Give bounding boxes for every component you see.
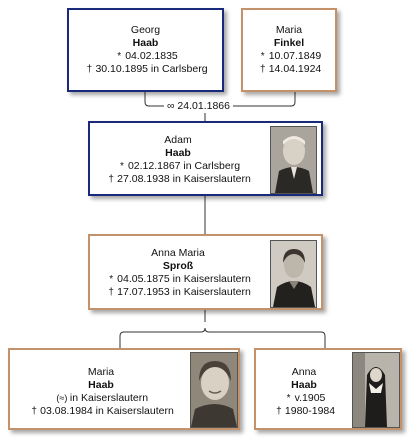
- first-name: Maria: [87, 366, 115, 378]
- portrait-photo: [352, 352, 400, 428]
- died-symbol: †: [86, 64, 93, 75]
- surname: Finkel: [273, 37, 305, 49]
- death-date: 30.10.1895 in Carlsberg: [95, 63, 208, 75]
- birth-date: v.1905: [294, 392, 326, 404]
- surname: Haab: [132, 37, 159, 49]
- portrait-photo: [190, 352, 238, 428]
- death-date: 27.08.1938 in Kaiserslautern: [117, 173, 251, 185]
- born-symbol: *: [120, 161, 124, 172]
- death-date: 14.04.1924: [268, 63, 322, 75]
- married-symbol: ∞: [167, 100, 175, 112]
- baptized-symbol: (≈): [56, 393, 68, 403]
- person-card-maria-haab[interactable]: [8, 348, 240, 430]
- birth-date: 04.02.1835: [125, 50, 178, 62]
- person-card-anna-haab[interactable]: [254, 348, 402, 430]
- born-symbol: *: [286, 393, 291, 404]
- person-card-adam-haab[interactable]: [88, 121, 323, 196]
- death-date: 1980-1984: [284, 405, 336, 417]
- died-symbol: †: [276, 406, 282, 417]
- marriage-label: [164, 99, 233, 113]
- portrait-photo: [270, 126, 317, 194]
- born-symbol: *: [117, 51, 122, 62]
- portrait-photo: [270, 240, 317, 308]
- first-name: Georg: [130, 24, 161, 36]
- marriage-date: 24.01.1866: [177, 100, 230, 112]
- died-symbol: †: [108, 174, 114, 185]
- surname: Sproß: [162, 260, 194, 272]
- first-name: Anna: [291, 366, 317, 378]
- person-card-anna-maria-spross[interactable]: [88, 234, 323, 310]
- died-symbol: †: [108, 287, 114, 298]
- first-name: Adam: [164, 134, 192, 146]
- born-symbol: *: [109, 274, 114, 285]
- died-symbol: †: [259, 64, 266, 75]
- person-card-maria-finkel[interactable]: [241, 8, 337, 92]
- birth-date: 04.05.1875 in Kaiserslautern: [117, 273, 251, 285]
- died-symbol: †: [31, 406, 37, 417]
- surname: Haab: [291, 379, 317, 391]
- birth-date: 02.12.1867 in Carlsberg: [127, 160, 241, 172]
- surname: Haab: [165, 147, 191, 159]
- first-name: Maria: [275, 24, 303, 36]
- first-name: Anna Maria: [151, 247, 205, 259]
- born-symbol: *: [260, 51, 265, 62]
- death-date: 03.08.1984 in Kaiserslautern: [40, 405, 174, 417]
- baptism-place: in Kaiserslautern: [69, 392, 149, 404]
- death-date: 17.07.1953 in Kaiserslautern: [117, 286, 251, 298]
- person-card-georg-haab[interactable]: [67, 8, 224, 92]
- surname: Haab: [88, 379, 114, 391]
- birth-date: 10.07.1849: [268, 50, 322, 62]
